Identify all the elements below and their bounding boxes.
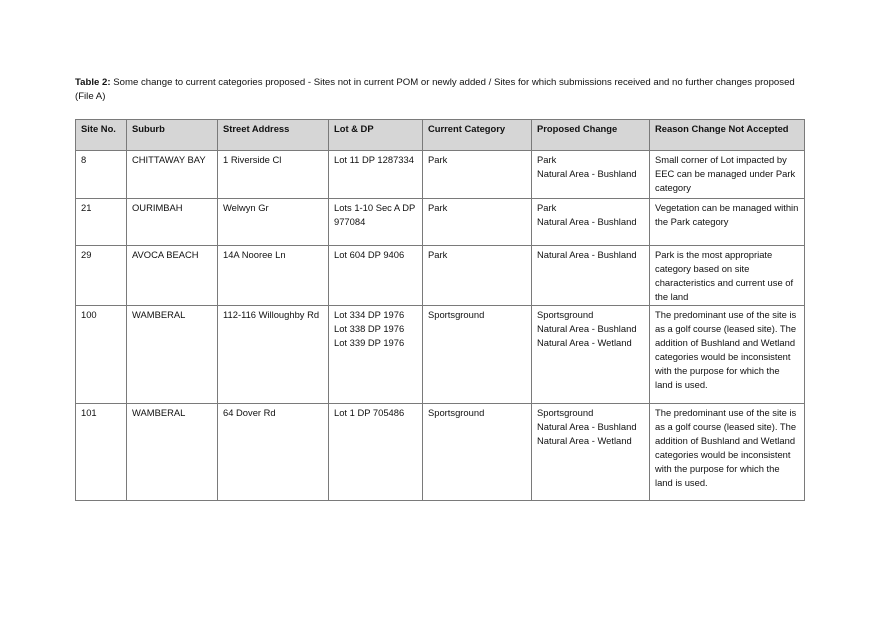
- proposed-change-line: Sportsground: [537, 407, 594, 418]
- proposed-change-line: Natural Area - Wetland: [537, 337, 632, 348]
- lot-dp-line: Lot 11 DP 1287334: [334, 154, 414, 165]
- proposed-change-line: Natural Area - Wetland: [537, 435, 632, 446]
- cell-street-address: 64 Dover Rd: [218, 404, 329, 501]
- cell-site-no: 100: [76, 306, 127, 404]
- cell-suburb: OURIMBAH: [127, 199, 218, 246]
- header-proposed-change: Proposed Change: [532, 120, 650, 151]
- cell-site-no: 29: [76, 246, 127, 306]
- cell-current-category: Park: [423, 199, 532, 246]
- header-site-no: Site No.: [76, 120, 127, 151]
- proposed-change-line: Natural Area - Bushland: [537, 421, 637, 432]
- cell-lot-dp: [329, 246, 423, 306]
- cell-suburb: CHITTAWAY BAY: [127, 151, 218, 199]
- lot-dp-line: Lot 339 DP 1976: [334, 337, 405, 348]
- table-caption: [75, 76, 815, 104]
- cell-current-category: Park: [423, 246, 532, 306]
- cell-lot-dp: [329, 404, 423, 501]
- cell-street-address: Welwyn Gr: [218, 199, 329, 246]
- cell-reason: Park is the most appropriate category based on site characteristics and current use of the land: [650, 246, 805, 306]
- cell-proposed-change: [532, 246, 650, 306]
- proposed-change-line: Sportsground: [537, 309, 594, 320]
- cell-current-category: Sportsground: [423, 404, 532, 501]
- proposed-change-line: Park: [537, 154, 557, 165]
- cell-current-category: Sportsground: [423, 306, 532, 404]
- cell-street-address: 112-116 Willoughby Rd: [218, 306, 329, 404]
- proposed-change-line: Park: [537, 202, 557, 213]
- cell-proposed-change: [532, 404, 650, 501]
- header-street-address: Street Address: [218, 120, 329, 151]
- cell-suburb: AVOCA BEACH: [127, 246, 218, 306]
- table-header-row: [76, 120, 805, 151]
- cell-reason: The predominant use of the site is as a golf course (leased site). The addition of Bushland and Wetland categories would be inconsistent with the purpose for which the land is used.: [650, 404, 805, 501]
- table-row: [76, 404, 805, 501]
- cell-site-no: 8: [76, 151, 127, 199]
- cell-lot-dp: [329, 199, 423, 246]
- cell-street-address: 1 Riverside Cl: [218, 151, 329, 199]
- proposed-change-line: Natural Area - Bushland: [537, 216, 637, 227]
- lot-dp-line: Lot 1 DP 705486: [334, 407, 405, 418]
- cell-site-no: 101: [76, 404, 127, 501]
- header-lot-dp: Lot & DP: [329, 120, 423, 151]
- cell-current-category: Park: [423, 151, 532, 199]
- cell-proposed-change: [532, 151, 650, 199]
- cell-site-no: 21: [76, 199, 127, 246]
- cell-suburb: WAMBERAL: [127, 404, 218, 501]
- header-current-category: Current Category: [423, 120, 532, 151]
- lot-dp-line: Lots 1-10 Sec A DP 977084: [334, 202, 416, 227]
- cell-reason: The predominant use of the site is as a golf course (leased site). The addition of Bushland and Wetland categories would be inconsistent with the purpose for which the land is used.: [650, 306, 805, 404]
- cell-suburb: WAMBERAL: [127, 306, 218, 404]
- table-row: [76, 151, 805, 199]
- cell-lot-dp: [329, 151, 423, 199]
- table-row: [76, 306, 805, 404]
- table-caption-label: Table 2:: [75, 77, 111, 88]
- lot-dp-line: Lot 334 DP 1976: [334, 309, 405, 320]
- table-row: [76, 199, 805, 246]
- table-row: [76, 246, 805, 306]
- table-caption-text: Some change to current categories proposed - Sites not in current POM or newly added / Sites for which submissions received and no further changes proposed (File A): [75, 77, 795, 102]
- cell-reason: Vegetation can be managed within the Park category: [650, 199, 805, 246]
- cell-lot-dp: [329, 306, 423, 404]
- cell-proposed-change: [532, 199, 650, 246]
- lot-dp-line: Lot 338 DP 1976: [334, 323, 405, 334]
- proposed-change-line: Natural Area - Bushland: [537, 323, 637, 334]
- cell-proposed-change: [532, 306, 650, 404]
- header-reason: Reason Change Not Accepted: [650, 120, 805, 151]
- proposed-change-line: Natural Area - Bushland: [537, 168, 637, 179]
- cell-reason: Small corner of Lot impacted by EEC can be managed under Park category: [650, 151, 805, 199]
- proposed-change-line: Natural Area - Bushland: [537, 249, 637, 260]
- cell-street-address: 14A Nooree Ln: [218, 246, 329, 306]
- lot-dp-line: Lot 604 DP 9406: [334, 249, 405, 260]
- header-suburb: Suburb: [127, 120, 218, 151]
- categories-table: [75, 119, 805, 501]
